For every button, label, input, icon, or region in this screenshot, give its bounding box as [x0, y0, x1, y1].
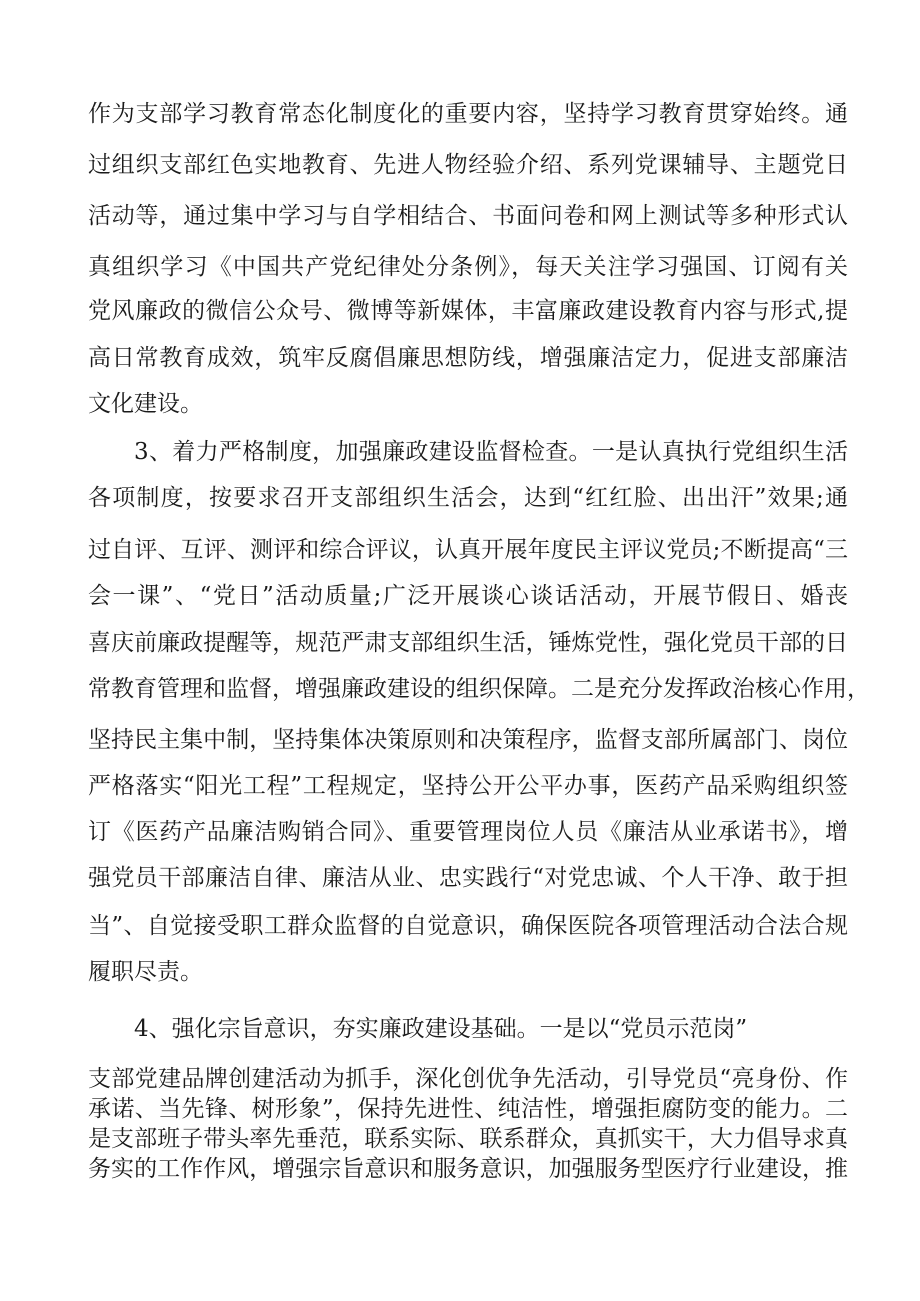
paragraph-heading: 4、强化宗旨意识，夯实廉政建设基础。一是以“党员示范岗”: [134, 1016, 748, 1042]
text-line: 当”、自觉接受职工群众监督的自觉意识，确保医院各项管理活动合法合规: [88, 913, 848, 939]
text-line: 过组织支部红色实地教育、先进人物经验介绍、系列党课辅导、主题党日: [88, 152, 848, 178]
text-line: 党风廉政的微信公众号、微博等新媒体，丰富廉政建设教育内容与形式,提: [88, 298, 848, 324]
text-line: 严格落实“阳光工程”工程规定，坚持公开公平办事，医药产品采购组织签: [88, 773, 848, 799]
text-line: 坚持民主集中制，坚持集体决策原则和决策程序，监督支部所属部门、岗位: [88, 727, 848, 753]
text-line: 各项制度，按要求召开支部组织生活会，达到“红红脸、出出汗”效果;通: [88, 485, 848, 511]
text-line: 喜庆前廉政提醒等，规范严肃支部组织生活，锤炼党性，强化党员干部的日: [88, 630, 848, 656]
text-line: 作为支部学习教育常态化制度化的重要内容，坚持学习教育贯穿始终。通: [88, 101, 848, 127]
text-line: 3、着力严格制度，加强廉政建设监督检查。一是认真执行党组织生活: [134, 439, 848, 465]
text-line: 订《医药产品廉洁购销合同》、重要管理岗位人员《廉洁从业承诺书》，增: [88, 819, 848, 845]
text-line: 会一课”、“党日”活动质量;广泛开展谈心谈话活动，开展节假日、婚丧: [88, 583, 848, 609]
text-line: 支部党建品牌创建活动为抓手，深化创优争先活动，引导党员“亮身份、作: [88, 1066, 848, 1092]
text-line: 是支部班子带头率先垂范，联系实际、联系群众，真抓实干，大力倡导求真: [88, 1126, 848, 1152]
text-line: 活动等，通过集中学习与自学相结合、书面问卷和网上测试等多种形式认: [88, 203, 848, 229]
text-line: 文化建设。: [88, 391, 203, 417]
text-line: 承诺、当先锋、树形象”，保持先进性、纯洁性，增强拒腐防变的能力。二: [88, 1096, 848, 1122]
text-line: 履职尽责。: [88, 959, 203, 985]
text-line: 高日常教育成效，筑牢反腐倡廉思想防线，增强廉洁定力，促进支部廉洁: [88, 345, 848, 371]
text-line: 务实的工作作风，增强宗旨意识和服务意识，加强服务型医疗行业建设，推: [88, 1156, 848, 1182]
text-line: 常教育管理和监督，增强廉政建设的组织保障。二是充分发挥政治核心作用，: [88, 676, 870, 702]
text-line: 过自评、互评、测评和综合评议，认真开展年度民主评议党员;不断提高“三: [88, 537, 848, 563]
text-line: 强党员干部廉洁自律、廉洁从业、忠实践行“对党忠诚、个人干净、敢于担: [88, 865, 848, 891]
text-line: 真组织学习《中国共产党纪律处分条例》，每天关注学习强国、订阅有关: [88, 254, 848, 280]
